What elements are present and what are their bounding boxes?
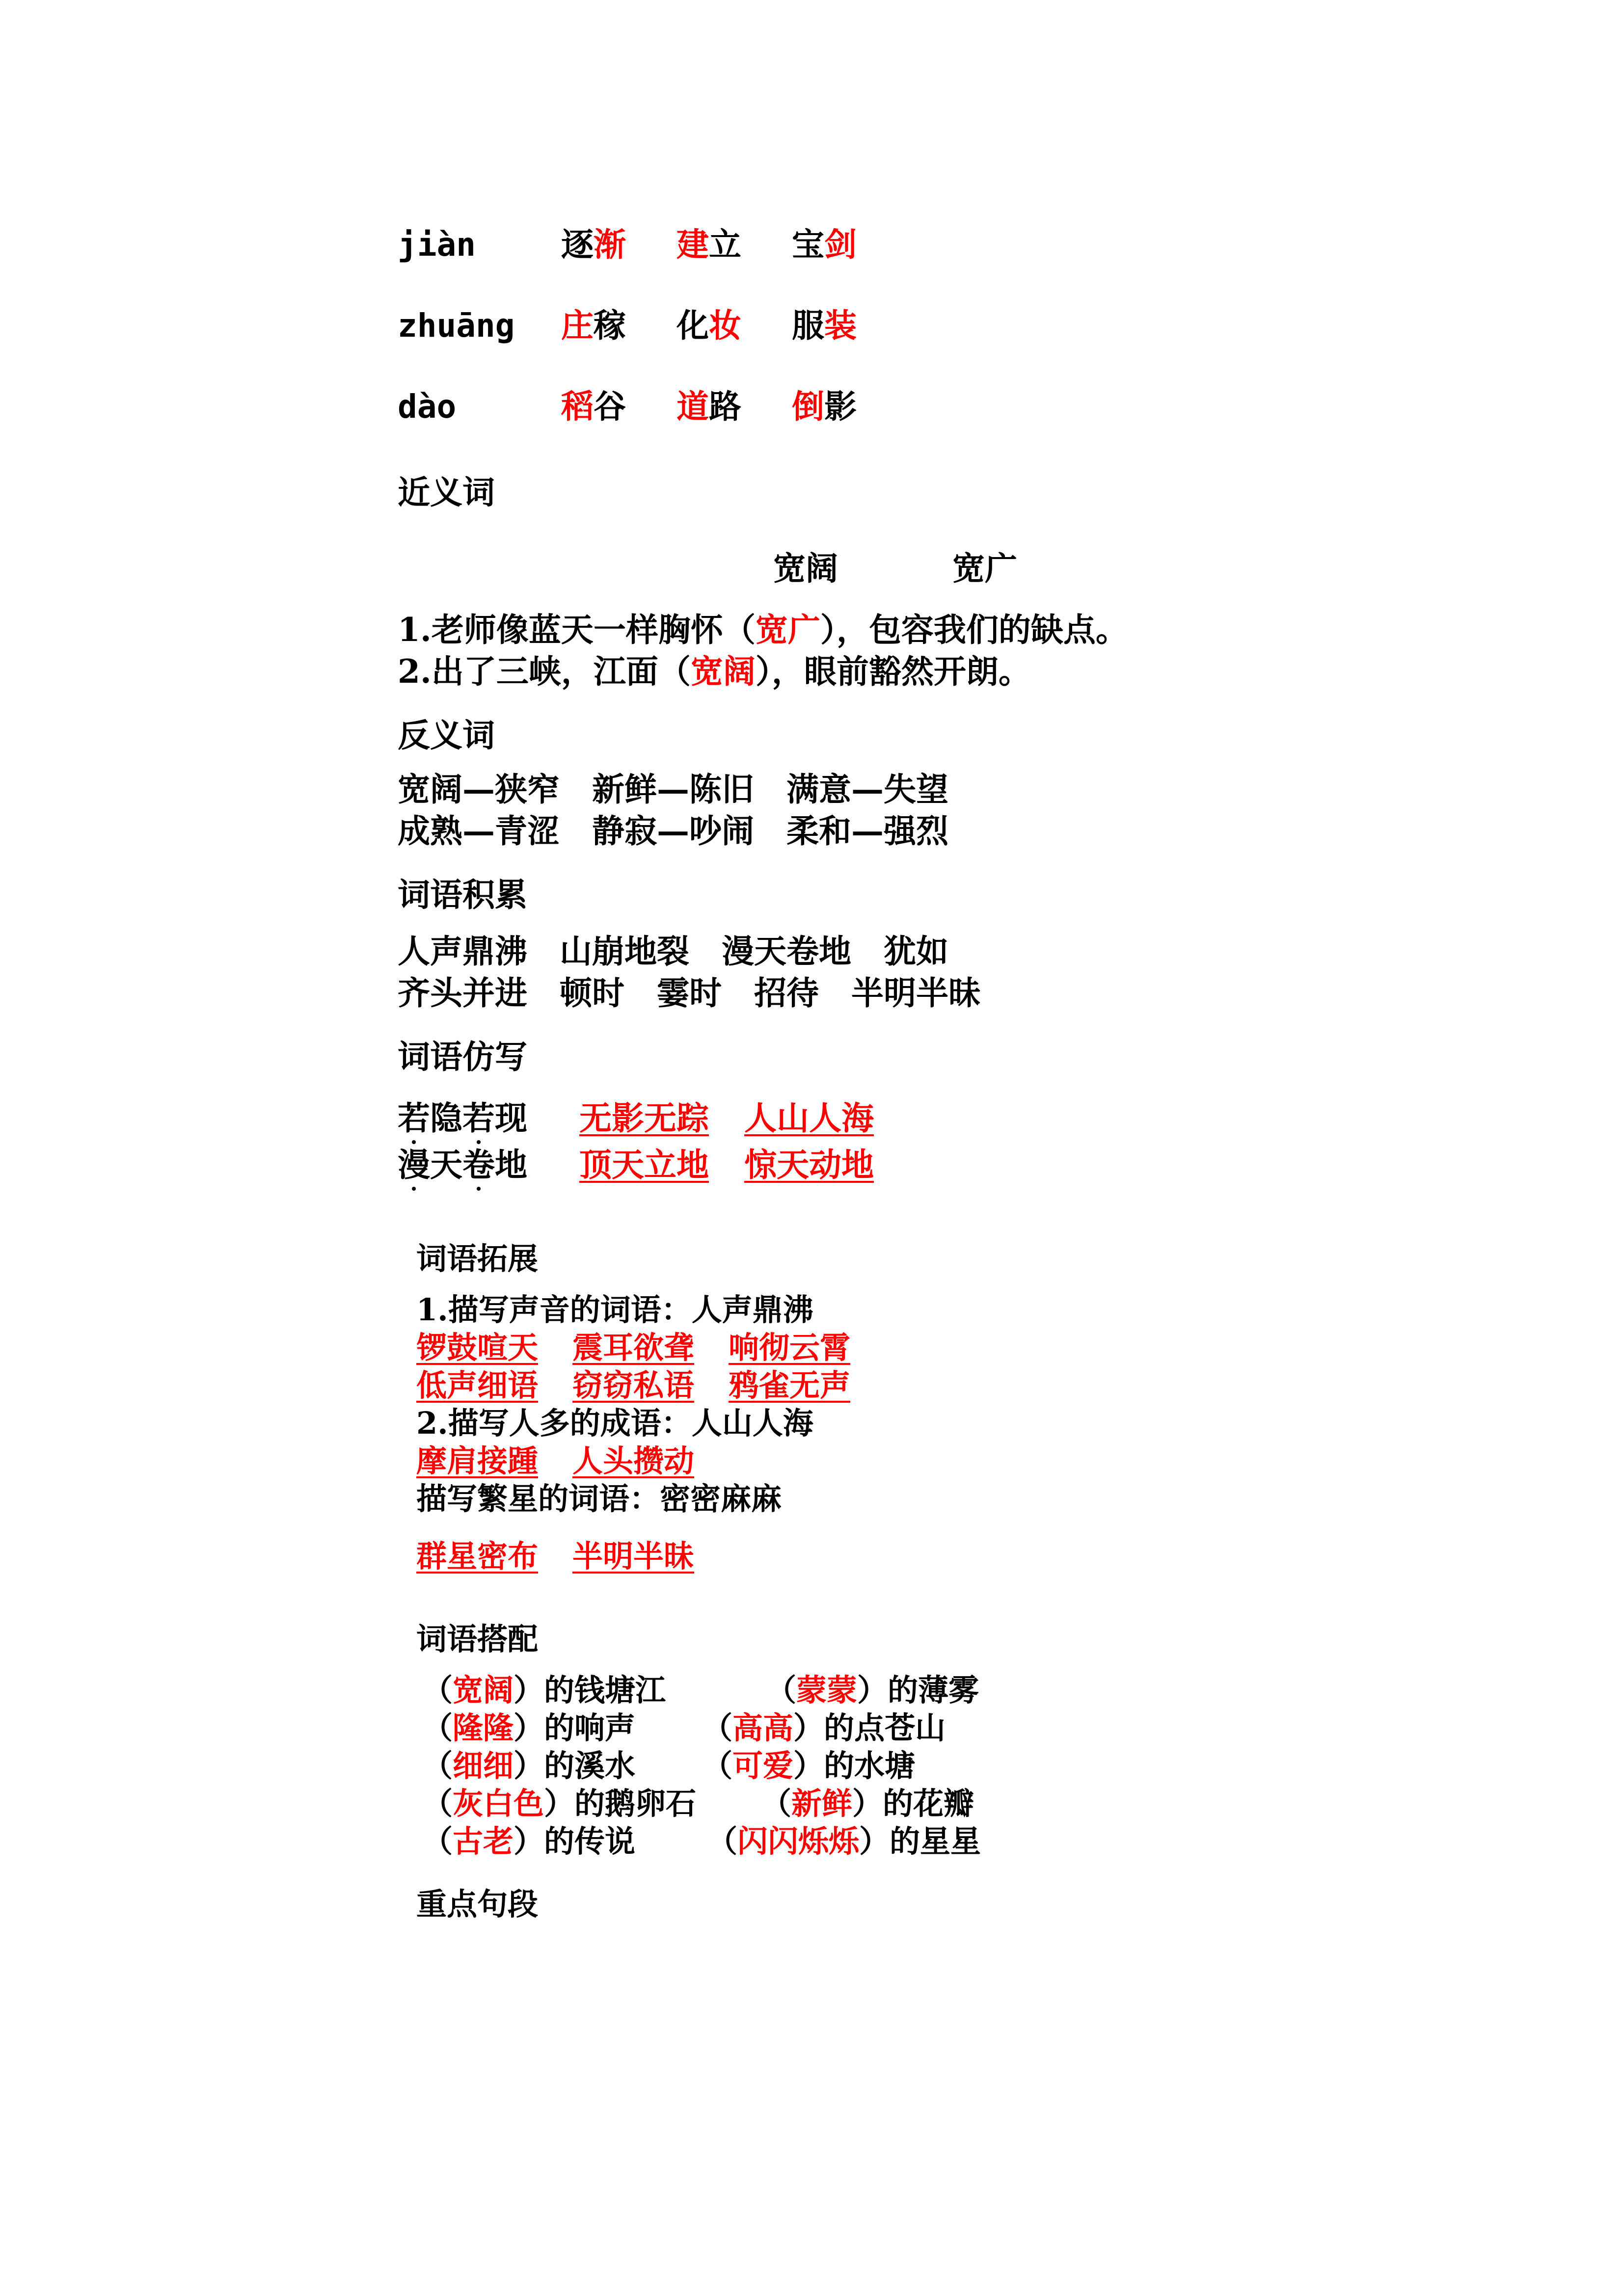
pinyin-row-dao	[398, 385, 896, 428]
collocation-row-5: （古老）的传说 （闪闪烁烁）的星星	[422, 1823, 981, 1859]
expansion-q2: 2.描写人多的成语：人山人海	[416, 1405, 813, 1441]
expansion-q3-answers: 群星密布 半明半昧	[416, 1538, 695, 1574]
word-zhujian: 逐渐	[561, 225, 626, 264]
word-daolu: 道路	[676, 387, 741, 426]
word-baojian: 宝剑	[791, 225, 857, 264]
collocation-row-1: （宽阔）的钱塘江 （蒙蒙）的薄雾	[422, 1672, 979, 1708]
collocation-heading: 词语搭配	[416, 1621, 539, 1657]
answer: 惊天动地	[744, 1146, 874, 1184]
word-zhuangjia: 庄稼	[561, 306, 626, 345]
key-sentences-heading: 重点句段	[416, 1886, 539, 1922]
antonyms-line-1: 宽阔—狭窄 新鲜—陈旧 满意—失望	[398, 770, 948, 808]
expansion-q1-answers-row-2: 低声细语 窃窃私语 鸦雀无声	[416, 1367, 851, 1403]
antonyms-heading: 反义词	[398, 716, 495, 754]
accumulation-line-2: 齐头并进 顿时 霎时 招待 半明半昧	[398, 974, 981, 1012]
answer: 宽广	[755, 611, 820, 649]
expansion-q3: 描写繁星的词语：密密麻麻	[416, 1481, 782, 1517]
pinyin-label: zhuāng	[398, 307, 515, 345]
pinyin-row-jian	[398, 223, 896, 266]
antonyms-line-2: 成熟—青涩 静寂—吵闹 柔和—强烈	[398, 812, 948, 850]
synonym-sentence-2: 2.出了三峡，江面（宽阔），眼前豁然开朗。	[398, 652, 1031, 691]
collocation-row-3: （细细）的溪水 （可爱）的水塘	[422, 1748, 916, 1784]
accumulation-line-1: 人声鼎沸 山崩地裂 漫天卷地 犹如	[398, 932, 948, 970]
pinyin-row-zhuang	[398, 304, 896, 347]
synonym-sentence-1: 1.老师像蓝天一样胸怀（宽广），包容我们的缺点。	[398, 611, 1128, 649]
synonyms-heading: 近义词	[398, 473, 495, 511]
expansion-q2-answers: 摩肩接踵 人头攒动	[416, 1443, 695, 1479]
word-fuzhuang: 服装	[791, 306, 857, 345]
collocation-row-2: （隆隆）的响声 （高高）的点苍山	[422, 1710, 946, 1746]
synonym-pair-2: 宽广	[952, 549, 1017, 587]
imitation-heading: 词语仿写	[398, 1038, 527, 1076]
expansion-q1-answers-row-1: 锣鼓喧天 震耳欲聋 响彻云霄	[416, 1330, 851, 1365]
word-jianli: 建立	[676, 225, 741, 264]
answer: 人山人海	[744, 1099, 874, 1137]
answer: 顶天立地	[579, 1146, 709, 1184]
synonym-pair-1: 宽阔	[773, 549, 838, 587]
pinyin-label: jiàn	[398, 226, 476, 264]
expansion-q1: 1.描写声音的词语：人声鼎沸	[416, 1292, 813, 1328]
word-daogu: 稻谷	[561, 387, 626, 426]
collocation-row-4: （灰白色）的鹅卵石 （新鲜）的花瓣	[422, 1786, 974, 1821]
word-daoying: 倒影	[791, 387, 857, 426]
answer: 无影无踪	[579, 1099, 709, 1137]
expansion-heading: 词语拓展	[416, 1241, 539, 1277]
imitation-row-2: 漫天卷地 顶天立地 惊天动地	[398, 1146, 874, 1184]
accumulation-heading: 词语积累	[398, 876, 527, 914]
imitation-row-1: 若隐若现 无影无踪 人山人海	[398, 1099, 874, 1137]
answer: 宽阔	[690, 652, 756, 691]
word-huazhuang: 化妆	[676, 306, 741, 345]
pinyin-label: dào	[398, 388, 457, 426]
